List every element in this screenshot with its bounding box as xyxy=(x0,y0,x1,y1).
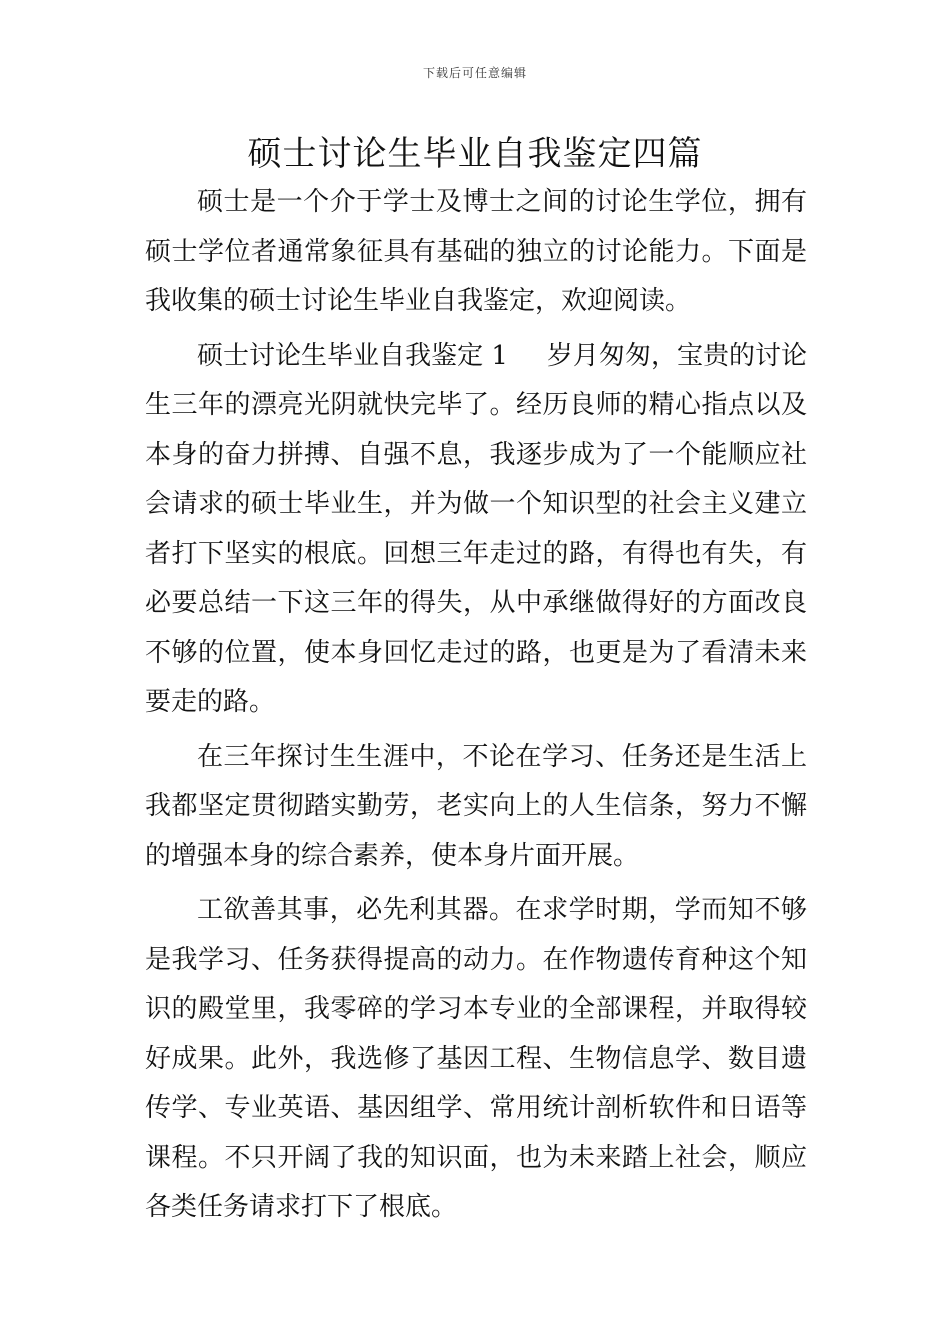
intro-paragraph: 硕士是一个介于学士及博士之间的讨论生学位，拥有硕士学位者通常象征具有基础的独立的讨论能力。下面是我收集的硕士讨论生毕业自我鉴定，欢迎阅读。 xyxy=(145,187,807,316)
section-1-paragraph xyxy=(145,332,807,728)
document-body xyxy=(145,178,807,1238)
body-paragraph-2: 在三年探讨生生涯中，不论在学习、任务还是生活上我都坚定贯彻踏实勤劳，老实向上的人生信条，努力不懈的增强本身的综合素养，使本身片面开展。 xyxy=(145,741,807,871)
body-paragraph-3: 工欲善其事，必先利其器。在求学时期，学而知不够是我学习、任务获得提高的动力。在作物遗传育种这个知识的殿堂里，我零碎的学习本专业的全部课程，并取得较好成果。此外，我选修了基因工程、生物信息学、数目遗传学、专业英语、基因组学、常用统计剖析软件和日语等课程。不只开阔了我的知识面，也为未来踏上社会，顺应各类任务请求打下了根底。 xyxy=(145,895,807,1222)
section-1-text: 岁月匆匆，宝贵的讨论生三年的漂亮光阴就快完毕了。经历良师的精心指点以及本身的奋力拼搏、自强不息，我逐步成为了一个能顺应社会请求的硕士毕业生，并为做一个知识型的社会主义建立者打下坚实的根底。回想三年走过的路，有得也有失，有必要总结一下这三年的得失，从中承继做得好的方面改良不够的位置，使本身回忆走过的路，也更是为了看清未来要走的路。 xyxy=(145,340,807,717)
document-title: 硕士讨论生毕业自我鉴定四篇 xyxy=(247,134,703,174)
header-note: 下载后可任意编辑 xyxy=(422,66,527,80)
section-1-heading: 硕士讨论生毕业自我鉴定 1 xyxy=(197,340,508,371)
